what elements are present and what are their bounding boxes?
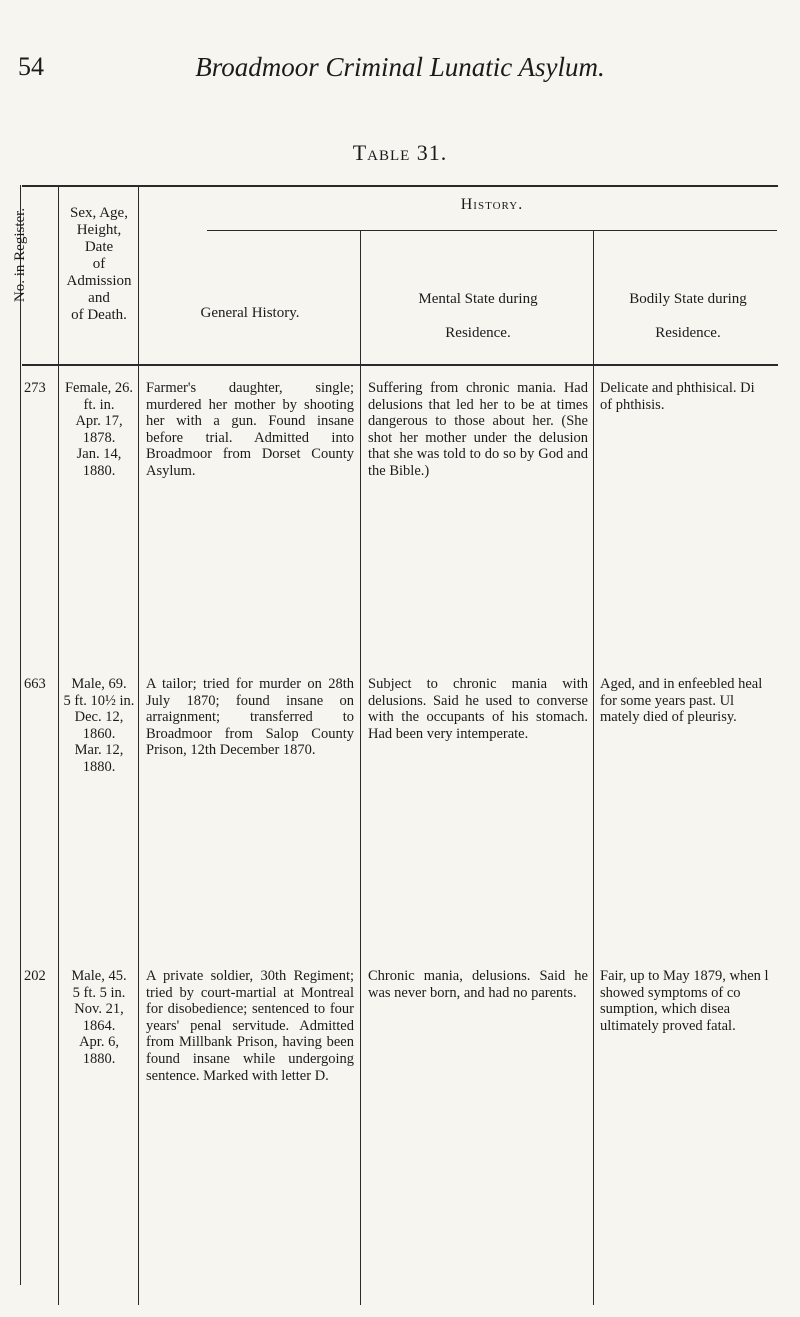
history-header-rule [207,230,777,231]
mental-state-header [368,282,588,350]
column-divider-3 [360,230,361,1305]
bodily-state-cell [600,380,796,413]
table-title: Table 31. [352,140,448,165]
sex-age-line: Apr. 17, 1878. [75,413,123,446]
column-divider-4 [593,230,594,1305]
bodily-line: Fair, up to May 1879, when l [600,968,769,984]
header-line: Height, Date [76,222,122,255]
sex-age-cell [62,968,136,1068]
bodily-state-cell [600,676,796,726]
register-column-header: No. in Register. [12,207,28,303]
sex-age-column-header [62,205,136,324]
sex-age-line: Female, 26. [64,380,134,396]
mental-state-cell: Subject to chronic mania with delusions. Said he used to converse with the occupants of his stomach. Had been very intemperate. [368,676,588,742]
register-number: 202 [24,968,46,984]
header-line: and [88,290,110,306]
sex-age-cell [62,380,136,480]
sex-age-line: Mar. 12, 1880. [74,742,124,775]
running-title: Broadmoor Criminal Lunatic Asylum. [195,52,605,82]
sex-age-line: Dec. 12, 1860. [74,709,124,742]
history-group-header: History. [460,196,524,213]
table-top-rule [22,185,778,187]
bodily-line: mately died of pleurisy. [600,709,737,726]
header-line: of Death. [71,307,127,323]
sex-age-line: ft. in. [83,396,115,413]
bodily-line: Delicate and phthisical. Di [600,380,755,396]
header-line: Residence. [445,325,511,341]
mental-state-cell: Chronic mania, delusions. Said he was never born, and had no parents. [368,968,588,1001]
page-number: 54 [18,52,44,81]
header-bottom-rule [22,364,778,366]
header-line: Bodily State during [629,291,747,307]
sex-age-line: Apr. 6, 1880. [79,1034,119,1067]
bodily-line: Aged, and in enfeebled heal [600,676,763,692]
bodily-line: ultimately proved fatal. [600,1017,736,1034]
sex-age-line: Jan. 14, 1880. [76,446,122,479]
bodily-line: for some years past. Ul [600,692,735,709]
sex-age-line: Male, 45. [71,968,127,984]
general-history-cell: A tailor; tried for murder on 28th July 1870; found insane on arraignment; transferred to Broadmoor from Salop County Prison, 12th December 1870. [146,676,354,759]
mental-state-cell: Suffering from chronic mania. Had delusions that led her to be at times dangerous to those about her. (She shot her mother under the delusion that she was told to do so by God and the Bible.) [368,380,588,479]
header-line: Sex, Age, [70,205,128,221]
column-divider-2 [138,185,139,1305]
sex-age-line: 5 ft. 5 in. [72,984,126,1001]
header-line: of [92,256,106,272]
register-number: 663 [24,676,46,692]
general-history-cell: Farmer's daughter, single; murdered her mother by shooting her with a gun. Found insane before trial. Admitted into Broadmoor from Dorset County Asylum. [146,380,354,479]
sex-age-line: Nov. 21, 1864. [74,1001,124,1034]
sex-age-line: Male, 69. [71,676,127,692]
bodily-state-header [600,282,776,350]
bodily-line: showed symptoms of co [600,984,741,1001]
bodily-state-cell [600,968,796,1034]
bodily-line: of phthisis. [600,396,665,413]
general-history-cell: A private soldier, 30th Regiment; tried by court-martial at Montreal for disobedience; sentenced to four years' penal servitude. Admitted from Millbank Prison, having been found insane while undergoing sentence. Marked with letter D. [146,968,354,1084]
sex-age-cell [62,676,136,776]
header-line: Mental State during [418,291,538,307]
left-border [20,185,21,1285]
header-line: Residence. [655,325,721,341]
register-number: 273 [24,380,46,396]
general-history-header: General History. [200,305,300,321]
bodily-line: sumption, which disea [600,1001,731,1018]
sex-age-line: 5 ft. 10½ in. [63,692,135,709]
header-line: Admission [66,273,132,289]
column-divider-1 [58,185,59,1305]
